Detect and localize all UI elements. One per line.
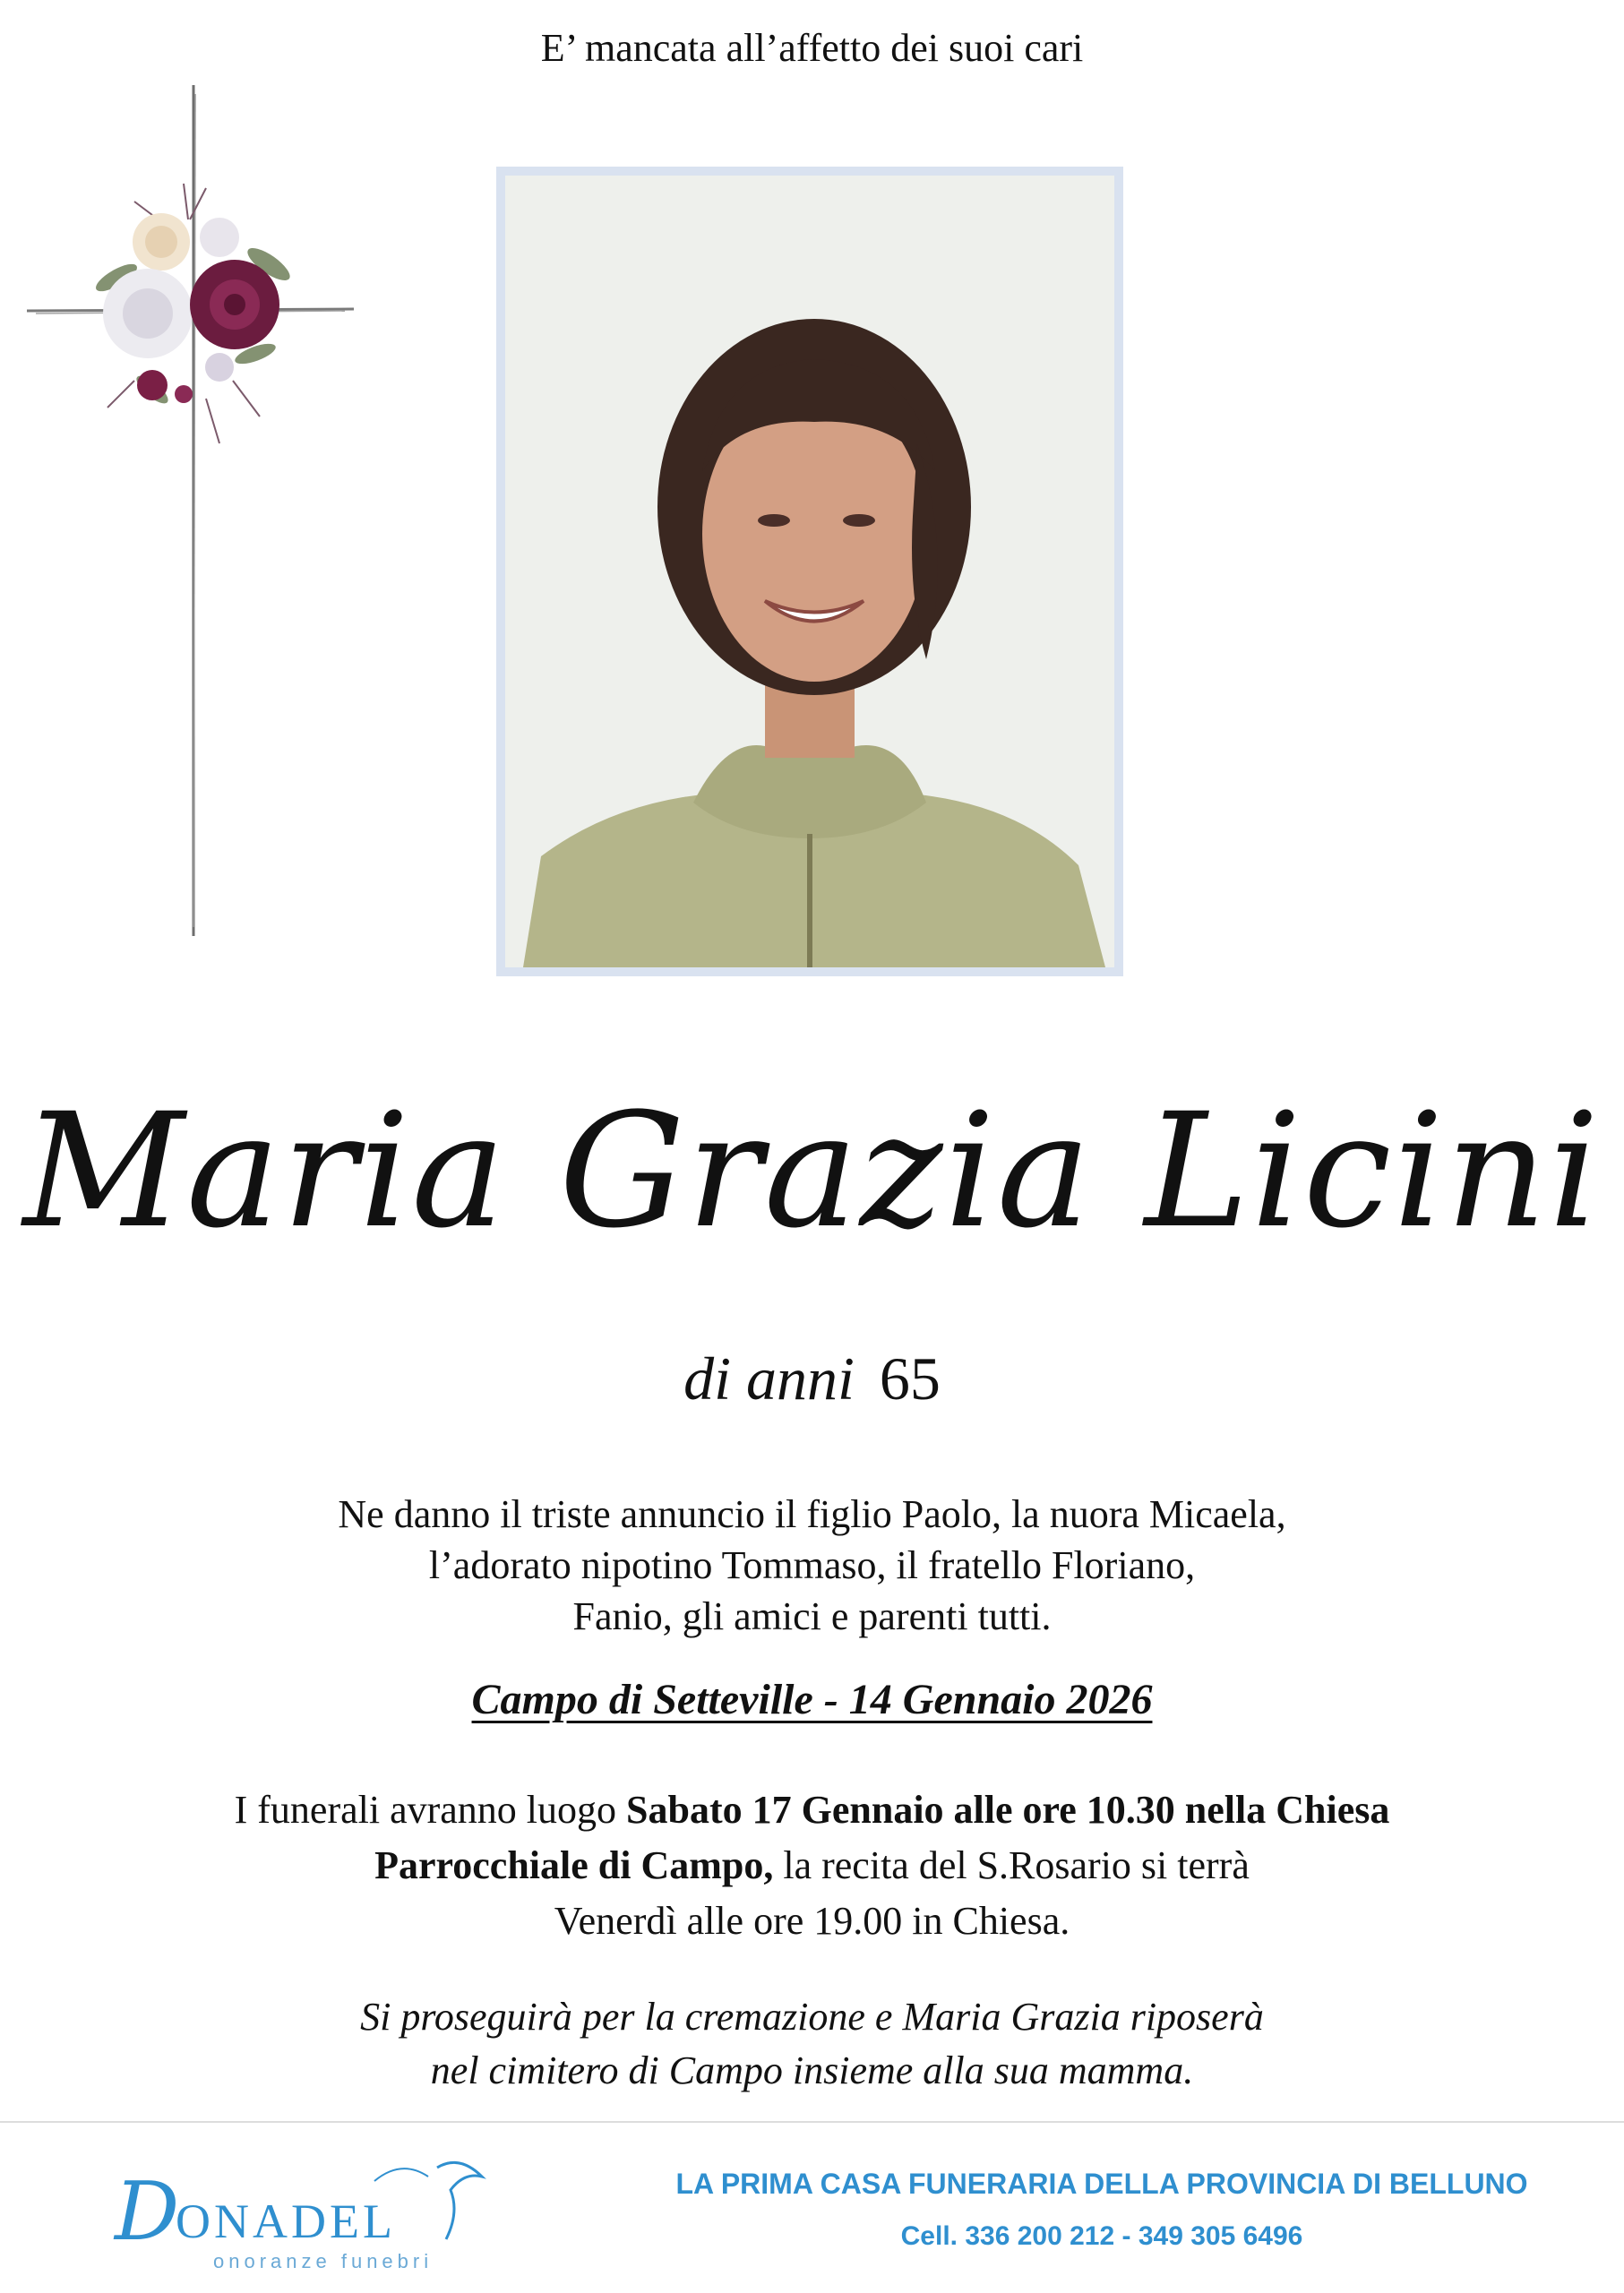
funeral-line1-bold: Sabato 17 Gennaio alle ore 10.30 nella Chiesa — [626, 1788, 1390, 1832]
place-date — [0, 1675, 1624, 1724]
funeral-line2-suffix: la recita del S.Rosario si terrà — [773, 1843, 1250, 1887]
funeral-line2-bold: Parrocchiale di Campo, — [374, 1843, 774, 1887]
announcement — [0, 1489, 1624, 1642]
deceased-name: Maria Grazia Licini — [22, 1079, 1602, 1263]
note-line: nel cimitero di Campo insieme alla sua mamma. — [430, 2048, 1194, 2092]
age-label: di anni — [683, 1344, 855, 1413]
footer-divider — [0, 2121, 1624, 2123]
funeral-details — [0, 1782, 1624, 1949]
intro-text: E’ mancata all’affetto dei suoi cari — [540, 26, 1084, 70]
cremation-note — [0, 1990, 1624, 2098]
announcement-line: Fanio, gli amici e parenti tutti. — [572, 1594, 1052, 1638]
donadel-logo — [106, 2150, 500, 2284]
funeral-line1-prefix: I funerali avranno luogo — [234, 1788, 627, 1832]
announcement-line: l’adorato nipotino Tommaso, il fratello Floriano, — [428, 1543, 1196, 1587]
svg-text:ONADEL: ONADEL — [176, 2194, 396, 2248]
announcement-line: Ne danno il triste annuncio il figlio Paolo, la nuora Micaela, — [338, 1492, 1286, 1536]
age-value: 65 — [879, 1344, 941, 1413]
age-line — [0, 1344, 1624, 1414]
place-date-text: Campo di Setteville - 14 Gennaio 2026 — [471, 1676, 1153, 1723]
footer-phone: Cell. 336 200 212 - 349 305 6496 — [900, 2221, 1303, 2251]
portrait-photo-frame — [496, 167, 1123, 976]
note-line: Si proseguirà per la cremazione e Maria Grazia riposerà — [360, 1995, 1264, 2039]
portrait-photo — [505, 176, 1114, 967]
funeral-line3: Venerdì alle ore 19.00 in Chiesa. — [554, 1899, 1070, 1943]
footer-slogan: LA PRIMA CASA FUNERARIA DELLA PROVINCIA DI BELLUNO — [675, 2168, 1528, 2200]
cross-flowers-decoration — [27, 85, 367, 945]
svg-text:D: D — [115, 2165, 180, 2259]
svg-text:onoranze funebri: onoranze funebri — [213, 2250, 434, 2272]
